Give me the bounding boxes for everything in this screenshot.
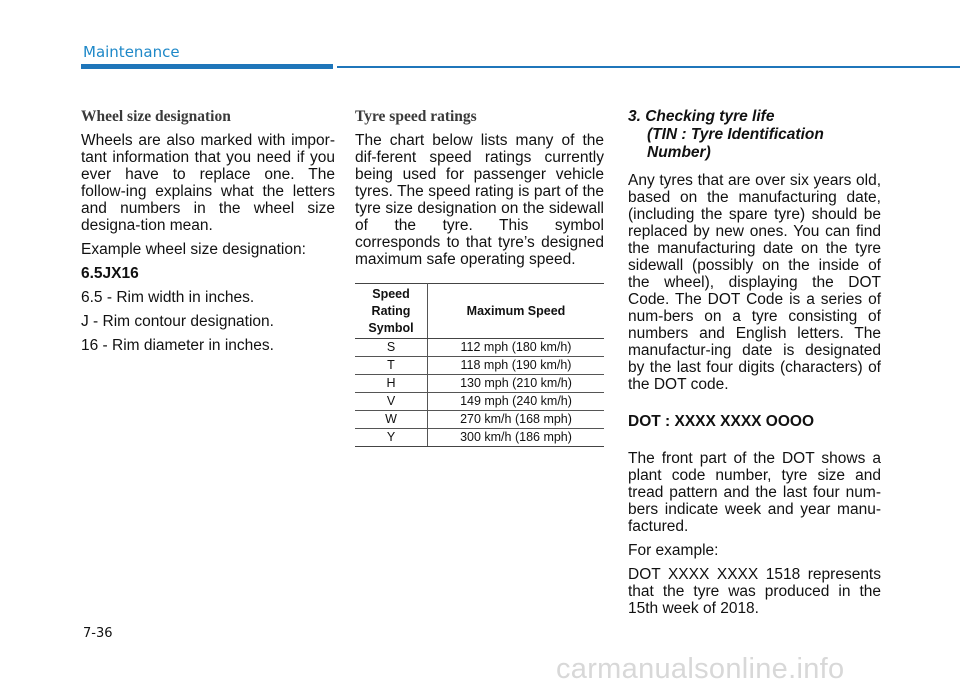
table-header-row (355, 284, 604, 339)
column-wheel-size (81, 108, 335, 361)
table-row (355, 375, 604, 393)
speed-ratings-intro: The chart below lists many of the dif-ferent speed ratings currently being used for passenger vehicle tyres. The speed rating is part of the tyre size designation on the sidewall of the tyre. This symbol corresponds to that tyre’s designed maximum safe operating speed. (355, 132, 604, 268)
section-title: Maintenance (83, 43, 180, 61)
column-tyre-life (628, 108, 881, 624)
wheel-size-line-rim-contour: J - Rim contour designation. (81, 313, 274, 330)
table-cell-speed: 118 mph (190 km/h) (428, 357, 605, 375)
table-cell-speed: 149 mph (240 km/h) (428, 393, 605, 411)
dot-code-format: DOT : XXXX XXXX OOOO (628, 413, 815, 430)
tyre-life-heading (628, 108, 881, 162)
speed-ratings-heading: Tyre speed ratings (355, 108, 477, 125)
wheel-size-line-rim-diameter: 16 - Rim diameter in inches. (81, 337, 274, 354)
table-cell-speed: 300 km/h (186 mph) (428, 429, 605, 447)
table-row (355, 411, 604, 429)
table-cell-symbol: Y (355, 429, 428, 447)
page-number: 7-36 (83, 626, 113, 641)
dot-example-text: DOT XXXX XXXX 1518 represents that the tyre was produced in the 15th week of 2018. (628, 566, 881, 617)
wheel-size-example-code: 6.5JX16 (81, 265, 139, 282)
table-cell-symbol: T (355, 357, 428, 375)
table-header-symbol: Speed Rating Symbol (355, 284, 428, 339)
wheel-size-example-label: Example wheel size designation: (81, 241, 306, 258)
table-cell-symbol: V (355, 393, 428, 411)
table-cell-speed: 130 mph (210 km/h) (428, 375, 605, 393)
tyre-life-heading-line2: (TIN : Tyre Identification (647, 126, 824, 143)
dot-example-label: For example: (628, 542, 719, 559)
tyre-life-heading-line1: 3. Checking tyre life (628, 108, 775, 125)
table-cell-symbol: H (355, 375, 428, 393)
speed-rating-table (355, 283, 604, 447)
tyre-life-heading-line3: Number) (647, 144, 711, 161)
wheel-size-line-rim-width: 6.5 - Rim width in inches. (81, 289, 255, 306)
wheel-size-intro: Wheels are also marked with impor-tant information that you need if you ever have to replace one. The follow-ing explains what the letters and numbers in the wheel size designa-tion mean. (81, 132, 335, 234)
dot-explanation: The front part of the DOT shows a plant code number, tyre size and tread pattern and the last four num-bers indicate week and year manu-factured. (628, 450, 881, 535)
table-row (355, 393, 604, 411)
table-header-speed: Maximum Speed (428, 284, 605, 339)
table-row (355, 339, 604, 357)
header-rule-thin (337, 66, 960, 68)
watermark: carmanualsonline.info (556, 653, 845, 685)
tyre-life-intro: Any tyres that are over six years old, based on the manufacturing date, (including the spare tyre) should be replaced by new ones. You can find the manufacturing date on the tyre sidewall (possibly on the inside of the wheel), displaying the DOT Code. The DOT Code is a series of num-bers on a tyre consisting of numbers and English letters. The manufactur-ing date is designated by the last four digits (characters) of the DOT code. (628, 172, 881, 393)
table-cell-symbol: W (355, 411, 428, 429)
column-speed-ratings (355, 108, 604, 447)
table-cell-speed: 112 mph (180 km/h) (428, 339, 605, 357)
wheel-size-heading: Wheel size designation (81, 108, 231, 125)
table-row (355, 429, 604, 447)
table-cell-speed: 270 km/h (168 mph) (428, 411, 605, 429)
table-row (355, 357, 604, 375)
header-rule-thick (81, 64, 333, 69)
table-cell-symbol: S (355, 339, 428, 357)
